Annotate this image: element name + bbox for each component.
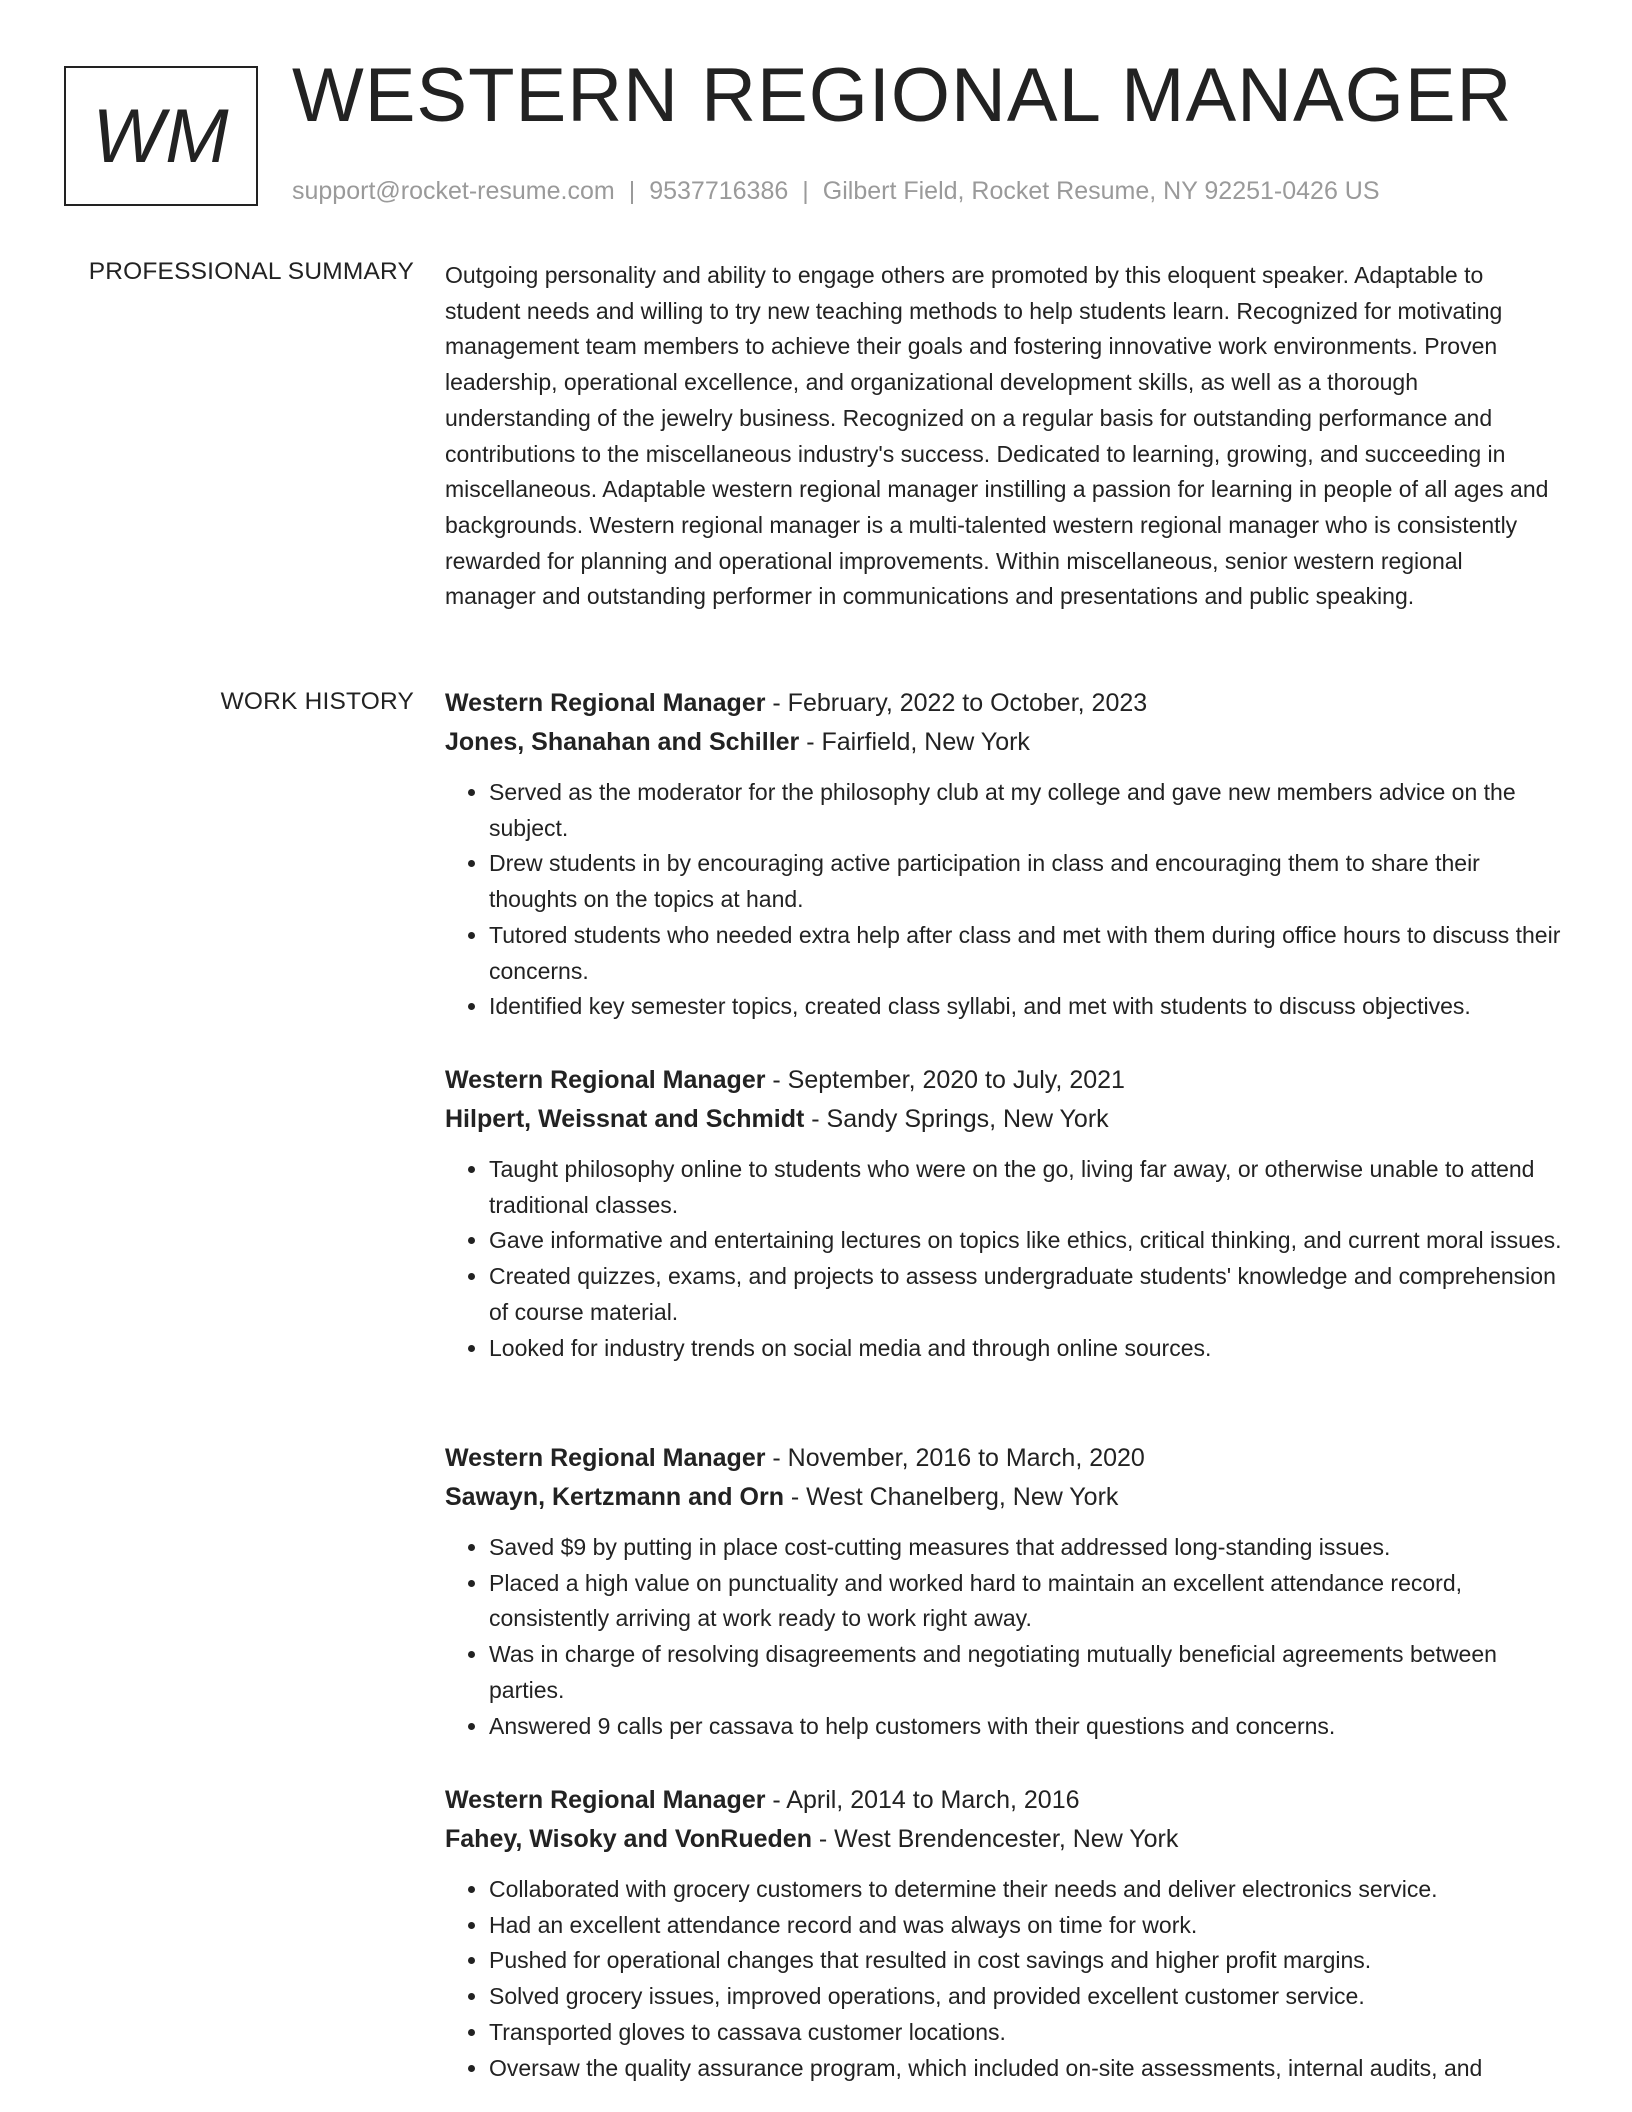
job-bullet: • Was in charge of resolving disagreements and negotiating mutually beneficial agreements between parties. — [489, 1637, 1563, 1708]
job-title-line — [445, 1439, 1563, 1478]
job-bullet-list — [445, 1872, 1563, 2086]
contact-email[interactable]: support@rocket-resume.com — [292, 177, 615, 205]
job-dates: - February, 2022 to October, 2023 — [765, 689, 1148, 717]
job-bullet: • Tutored students who needed extra help after class and met with them during office hours to discuss their concerns. — [489, 918, 1563, 989]
job-bullet: • Drew students in by encouraging active participation in class and encouraging them to share their thoughts on the topics at hand. — [489, 846, 1563, 917]
contact-separator: | — [802, 177, 809, 205]
job-bullet: • Solved grocery issues, improved operations, and provided excellent customer service. — [489, 1979, 1563, 2015]
job-bullet: • Had an excellent attendance record and was always on time for work. — [489, 1908, 1563, 1944]
job-title-line — [445, 684, 1563, 723]
job-bullet: • Gave informative and entertaining lectures on topics like ethics, critical thinking, and current moral issues. — [489, 1223, 1563, 1259]
job-bullet-list — [445, 775, 1563, 1025]
job-bullet: • Taught philosophy online to students who were on the go, living far away, or otherwise unable to attend traditional classes. — [489, 1152, 1563, 1223]
job-bullet: • Transported gloves to cassava customer locations. — [489, 2015, 1563, 2051]
job-dates: - April, 2014 to March, 2016 — [765, 1786, 1080, 1814]
job-bullet: • Served as the moderator for the philosophy club at my college and gave new members advice on the subject. — [489, 775, 1563, 846]
job-company: Hilpert, Weissnat and Schmidt — [445, 1105, 805, 1133]
job-location: - West Chanelberg, New York — [783, 1483, 1119, 1511]
contact-separator: | — [628, 177, 636, 205]
job-location: - Sandy Springs, New York — [804, 1105, 1109, 1133]
job-company: Sawayn, Kertzmann and Orn — [445, 1483, 784, 1511]
job-entry — [445, 1061, 1563, 1366]
job-location: - West Brendencester, New York — [811, 1825, 1179, 1853]
job-title-line — [445, 1781, 1563, 1820]
job-dates: - November, 2016 to March, 2020 — [765, 1444, 1145, 1472]
job-title: Western Regional Manager — [445, 1786, 766, 1814]
job-bullet: • Placed a high value on punctuality and worked hard to maintain an excellent attendance record, consistently arriving at work ready to work right away. — [489, 1566, 1563, 1637]
job-title-line — [445, 1061, 1563, 1100]
job-title: Western Regional Manager — [445, 1066, 766, 1094]
job-bullet: • Oversaw the quality assurance program, which included on-site assessments, internal audits, and — [489, 2051, 1563, 2087]
monogram-logo: WM — [64, 66, 258, 206]
job-bullet: • Identified key semester topics, created class syllabi, and met with students to discuss objectives. — [489, 989, 1563, 1025]
job-company: Jones, Shanahan and Schiller — [445, 728, 800, 756]
job-entry — [445, 1439, 1563, 1744]
contact-line — [292, 176, 1380, 206]
job-company-line — [445, 1820, 1563, 1859]
job-company-line — [445, 1100, 1563, 1139]
job-bullet: • Saved $9 by putting in place cost-cutting measures that addressed long-standing issues. — [489, 1530, 1563, 1566]
contact-phone: 9537716386 — [649, 177, 789, 205]
job-company-line — [445, 723, 1563, 762]
job-bullet: • Looked for industry trends on social media and through online sources. — [489, 1331, 1563, 1367]
section-label-work-history: WORK HISTORY — [220, 688, 414, 715]
contact-address: Gilbert Field, Rocket Resume, NY 92251-0426 US — [822, 177, 1380, 205]
job-title: Western Regional Manager — [445, 689, 766, 717]
job-bullet: • Pushed for operational changes that resulted in cost savings and higher profit margins. — [489, 1943, 1563, 1979]
job-bullet: • Answered 9 calls per cassava to help customers with their questions and concerns. — [489, 1709, 1563, 1745]
job-bullet-list — [445, 1152, 1563, 1366]
section-label-professional-summary: PROFESSIONAL SUMMARY — [88, 258, 414, 285]
job-company: Fahey, Wisoky and VonRueden — [445, 1825, 812, 1853]
job-entry — [445, 1781, 1563, 2086]
job-company-line — [445, 1478, 1563, 1517]
job-title: Western Regional Manager — [445, 1444, 766, 1472]
job-bullet-list — [445, 1530, 1563, 1744]
job-entry — [445, 684, 1563, 1025]
job-location: - Fairfield, New York — [799, 728, 1030, 756]
job-bullet: • Created quizzes, exams, and projects to assess undergraduate students' knowledge and comprehension of course material. — [489, 1259, 1563, 1330]
job-bullet: • Collaborated with grocery customers to determine their needs and deliver electronics service. — [489, 1872, 1563, 1908]
summary-text: Outgoing personality and ability to engage others are promoted by this eloquent speaker. Adaptable to student needs and willing to try new teaching methods to help students learn. Recognized for motivating management team members to achieve their goals and fostering innovative work environments. Proven leadership, operational excellence, and organizational development skills, as well as a thorough understanding of the jewelry business. Recognized on a regular basis for outstanding performance and contributions to the miscellaneous industry's success. Dedicated to learning, growing, and succeeding in miscellaneous. Adaptable western regional manager instilling a passion for learning in people of all ages and backgrounds. Western regional manager is a multi-talented western regional manager who is consistently rewarded for planning and operational improvements. Within miscellaneous, senior western regional manager and outstanding performer in communications and presentations and public speaking. — [445, 262, 1549, 610]
resume-name-title: WESTERN REGIONAL MANAGER — [292, 53, 1513, 138]
job-dates: - September, 2020 to July, 2021 — [765, 1066, 1125, 1094]
